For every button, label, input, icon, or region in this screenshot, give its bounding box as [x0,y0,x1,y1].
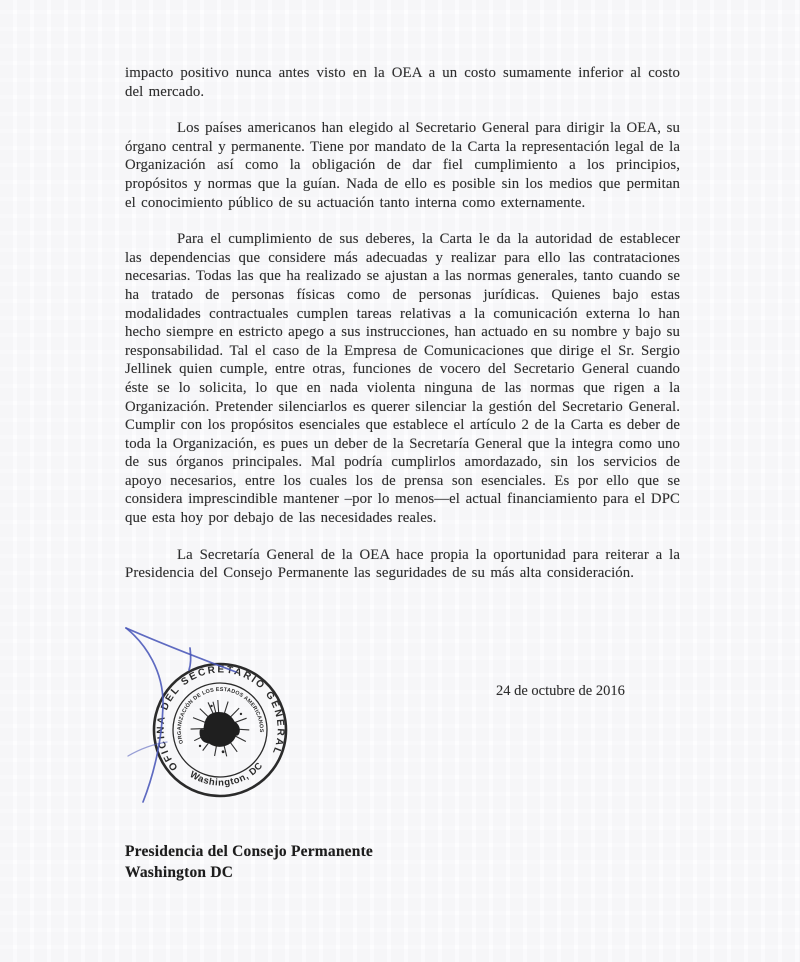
office-seal-stamp [145,655,294,804]
seal-bottom-text: Washington, DC [187,760,266,789]
paragraph-continuation: impacto positivo nunca antes visto en la OEA a un costo sumamente inferior al costo del mercado. [125,65,680,100]
oas-emblem-icon [187,696,252,761]
recipient-line-2: Washington DC [125,864,234,881]
paragraph: Los países americanos han elegido al Secretario General para dirigir la OEA, su órgano central y permanente. Tiene por mandato de la Carta la representación legal de la Organización así como la obligación de dar fiel cumplimiento a los principios, propósitos y normas que la guían. Nada de ello es posible sin los medios que permitan el conocimiento público de su actuación tanto interna como externamente. [125,120,680,211]
letter-date: 24 de octubre de 2016 [496,683,625,699]
recipient-block [125,841,373,883]
paragraph: La Secretaría General de la OEA hace propia la oportunidad para reiterar a la Presidencia del Consejo Permanente las seguridades de su más alta consideración. [125,546,680,582]
paragraph: Para el cumplimiento de sus deberes, la Carta le da la autoridad de establecer las dependencias que considere más adecuadas y realizar para ello las contrataciones necesarias. Todas las que ha realizado se ajustan a las normas generales, tanto cuando se ha tratado de personas físicas como de personas jurídicas. Quienes bajo estas modalidades contractuales cumplen tareas relativas a la comunicación externa lo han hecho siempre en estricto apego a sus instrucciones, han actuado en su nombre y bajo su responsabilidad. Tal el caso de la Empresa de Comunicaciones que dirige el Sr. Sergio Jellinek quien cumple, entre otras, funciones de vocero del Secretario General cuando éste se lo solicita, lo que en nada violenta ninguna de las normas que rigen a la Organización. Pretender silenciarlos es querer silenciar la gestión del Secretario General. Cumplir con los propósitos esenciales que establece el artículo 2 de la Carta es deber de toda la Organización, es pues un deber de la Secretaría General que la integra como uno de sus órganos principales. Mal podría cumplirlos amordazado, sin los servicios de apoyo necesarios, entre los cuales los de prensa son esenciales. Es por ello que se considera imprescindible mantener –por lo menos—el actual financiamiento para el DPC que esta hoy por debajo de las necesidades reales. [125,231,680,527]
recipient-line-1: Presidencia del Consejo Permanente [125,843,374,860]
letter-body [125,64,680,601]
seal-inner-ring-text: ORGANIZACIÓN DE LOS ESTADOS AMERICANOS [176,686,264,745]
office-seal-and-signature-graphic [110,608,350,823]
stamp-and-signature [110,608,350,823]
seal-ring-text: OFICINA DEL SECRETARIO GENERAL [155,664,286,773]
